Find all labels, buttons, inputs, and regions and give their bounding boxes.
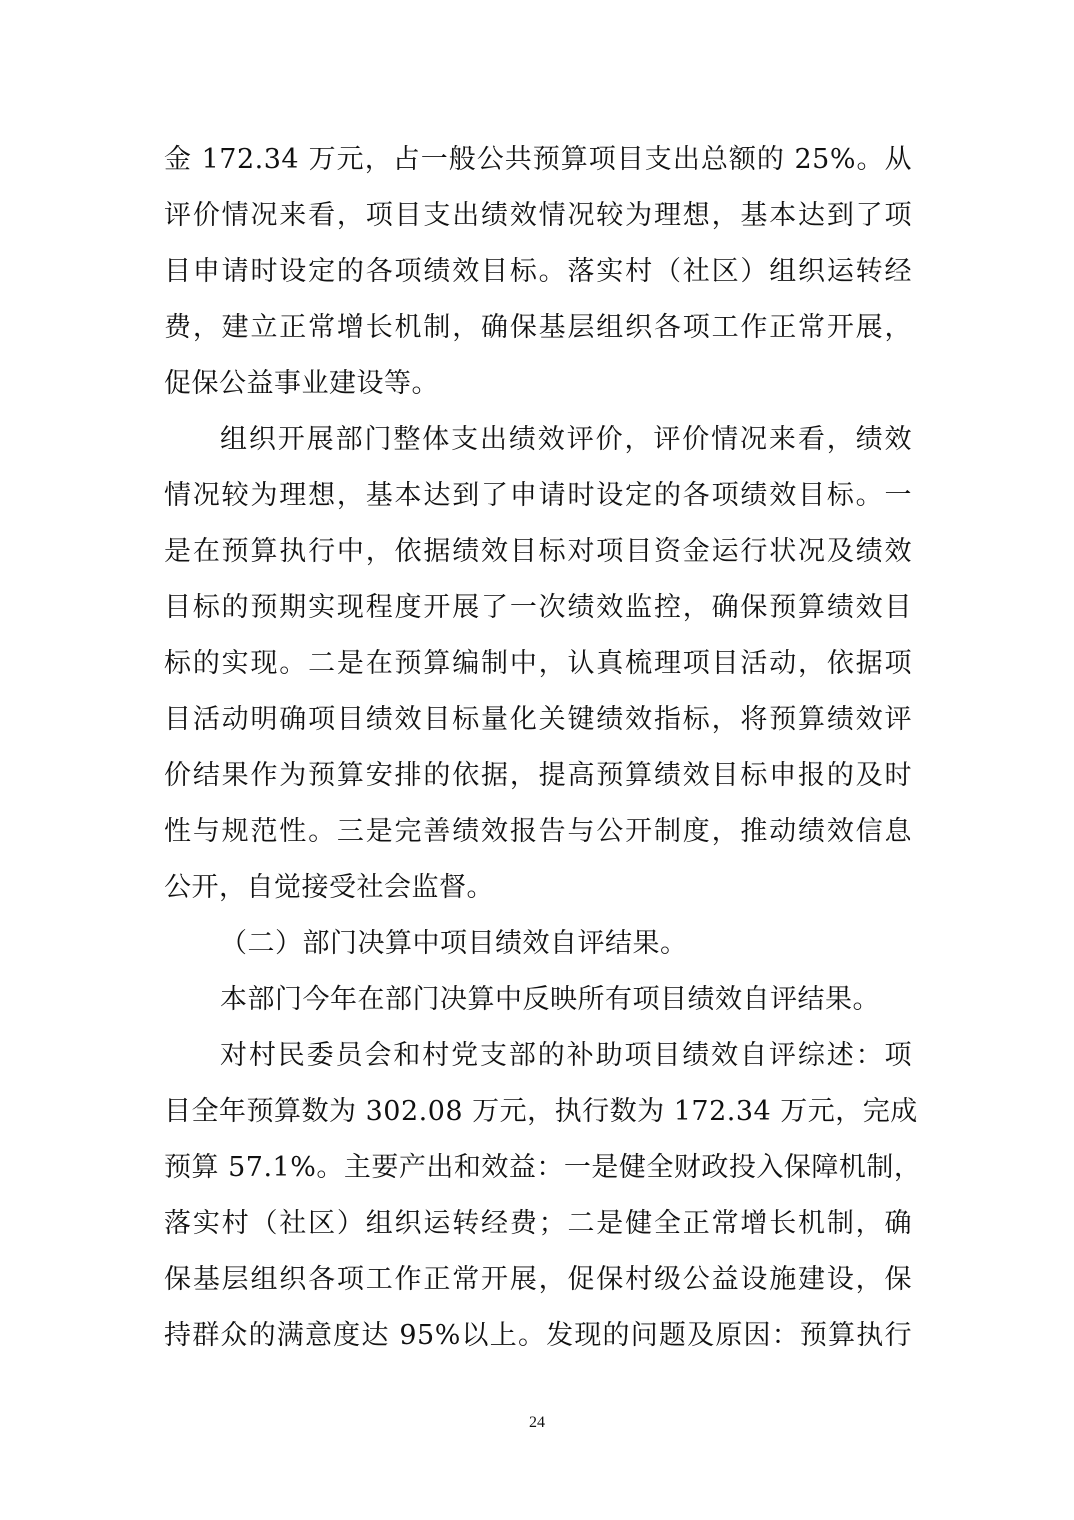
page-number: 24	[529, 1414, 545, 1431]
paragraph-first-line: 本部门今年在部门决算中反映所有项目绩效自评结果。	[220, 984, 880, 1015]
body-text-line: 持群众的满意度达 95%以上。发现的问题及原因：预算执行	[164, 1320, 912, 1351]
body-text-line: 目活动明确项目绩效目标量化关键绩效指标，将预算绩效评	[164, 704, 912, 735]
body-text-line: 标的实现。二是在预算编制中，认真梳理项目活动，依据项	[164, 648, 912, 679]
body-text-line: 目申请时设定的各项绩效目标。落实村（社区）组织运转经	[164, 256, 912, 287]
section-heading: （二）部门决算中项目绩效自评结果。	[220, 928, 688, 959]
body-text-line: 促保公益事业建设等。	[164, 368, 439, 399]
body-text-line: 价结果作为预算安排的依据，提高预算绩效目标申报的及时	[164, 760, 912, 791]
body-text-line: 保基层组织各项工作正常开展，促保村级公益设施建设，保	[164, 1264, 912, 1295]
body-text-line: 情况较为理想，基本达到了申请时设定的各项绩效目标。一	[164, 480, 912, 511]
body-text-line: 落实村（社区）组织运转经费；二是健全正常增长机制，确	[164, 1208, 912, 1239]
body-text-line: 目标的预期实现程度开展了一次绩效监控，确保预算绩效目	[164, 592, 912, 623]
body-text-line: 目全年预算数为 302.08 万元，执行数为 172.34 万元，完成	[164, 1096, 918, 1127]
body-text-line: 评价情况来看，项目支出绩效情况较为理想，基本达到了项	[164, 200, 912, 231]
body-text-line: 费，建立正常增长机制，确保基层组织各项工作正常开展，	[164, 312, 912, 343]
body-text-line: 公开，自觉接受社会监督。	[164, 872, 494, 903]
body-text-line: 预算 57.1%。主要产出和效益：一是健全财政投入保障机制，	[164, 1152, 922, 1183]
body-text-line: 性与规范性。三是完善绩效报告与公开制度，推动绩效信息	[164, 816, 912, 847]
body-text-line: 金 172.34 万元，占一般公共预算项目支出总额的 25%。从	[164, 144, 912, 175]
body-text-line: 是在预算执行中，依据绩效目标对项目资金运行状况及绩效	[164, 536, 912, 567]
paragraph-first-line: 组织开展部门整体支出绩效评价，评价情况来看，绩效	[220, 424, 912, 455]
paragraph-first-line: 对村民委员会和村党支部的补助项目绩效自评综述：项	[220, 1040, 912, 1071]
